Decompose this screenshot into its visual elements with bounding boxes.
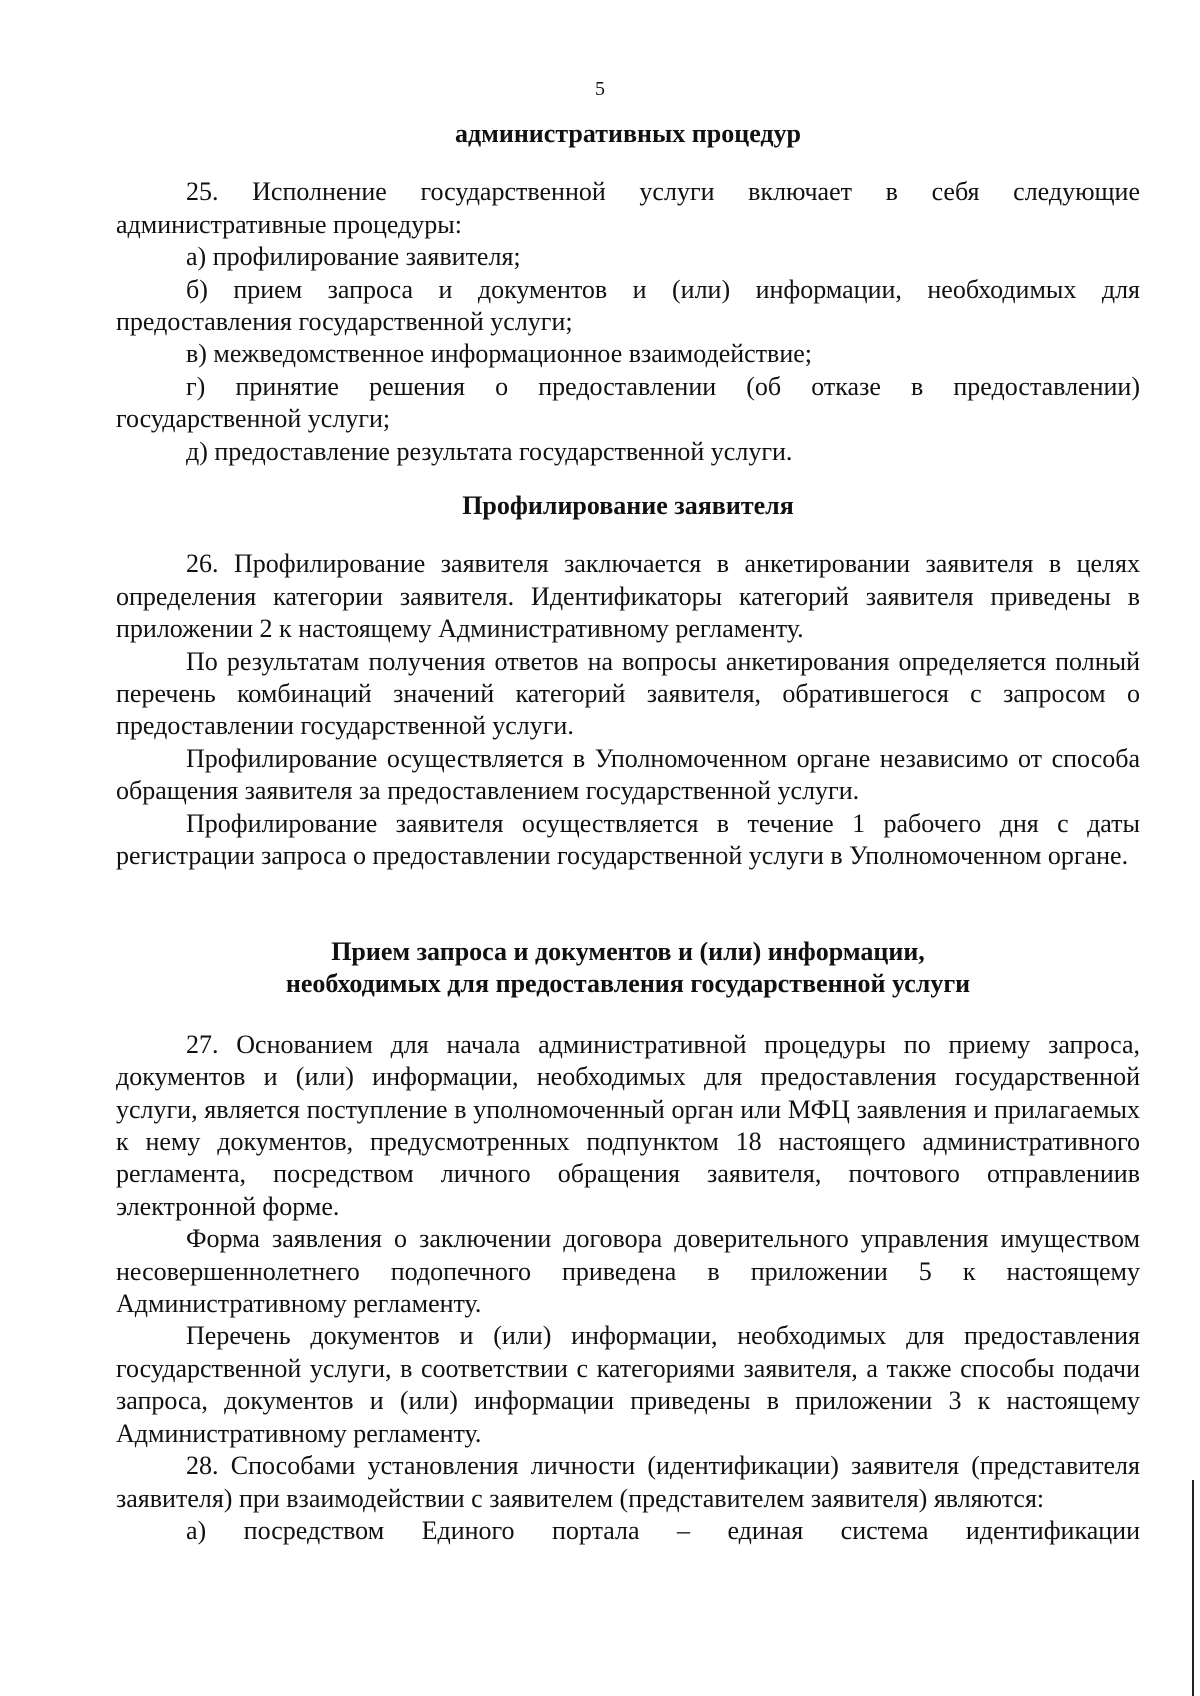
section-heading: Профилирование заявителя <box>462 491 794 520</box>
paragraph: Профилирование заявителя осуществляется в течение 1 рабочего дня с даты регистрации запроса о предоставлении государственной услуги в Уполномоченном органе. <box>116 808 1140 871</box>
list-item-a: а) посредством Единого портала – единая система идентификации <box>186 1515 1140 1545</box>
paragraph: Перечень документов и (или) информации, необходимых для предоставления государственной услуги, в соответствии с категориями заявителя, а также способы подачи запроса, документов и (или) информации приведены в приложении 3 к настоящему Административному регламенту. <box>116 1321 1140 1448</box>
list-item-d: д) предоставление результата государственной услуги. <box>186 436 793 466</box>
page-number: 5 <box>595 78 605 100</box>
paragraph-26: 26. Профилирование заявителя заключается в анкетировании заявителя в целях определения категории заявителя. Идентификаторы категорий заявителя приведены в приложении 2 к настоящему Административному регламенту. <box>116 549 1140 644</box>
list-item-v: в) межведомственное информационное взаимодействие; <box>186 339 813 369</box>
list-item-a: а) профилирование заявителя; <box>186 242 521 272</box>
section-heading: административных процедур <box>454 119 802 148</box>
scan-edge-line <box>1192 1480 1194 1696</box>
paragraph: Форма заявления о заключении договора доверительного управления имуществом несовершеннолетнего подопечного приведена в приложении 5 к настоящему Административному регламенту. <box>116 1224 1140 1319</box>
section-administrative-procedures <box>116 118 1140 468</box>
list-item-g: г) принятие решения о предоставлении (об отказе в предоставлении) государственной услуги; <box>116 371 1140 434</box>
paragraph-28: 28. Способами установления личности (идентификации) заявителя (представителя заявителя) при взаимодействии с заявителем (представителем заявителя) являются: <box>116 1451 1140 1513</box>
paragraph-27: 27. Основанием для начала административной процедуры по приему запроса, документов и (или) информации, необходимых для предоставления государственной услуги, является поступление в уполномоченный орган или МФЦ заявления и прилагаемых к нему документов, предусмотренных подпунктом 18 настоящего административного регламента, посредством личного обращения заявителя, почтового отправлениив электронной форме. <box>116 1029 1140 1221</box>
list-item-b: б) прием запроса и документов и (или) информации, необходимых для предоставления государственной услуги; <box>116 274 1140 337</box>
section-request-reception <box>116 936 1140 1547</box>
paragraph: По результатам получения ответов на вопросы анкетирования определяется полный перечень комбинаций значений категорий заявителя, обратившегося с запросом о предоставлении государственной услуги. <box>116 646 1140 741</box>
section-applicant-profiling <box>116 490 1140 872</box>
section-heading-line: Прием запроса и документов и (или) информации, <box>331 937 925 966</box>
paragraph: Профилирование осуществляется в Уполномоченном органе независимо от способа обращения заявителя за предоставлением государственной услуги. <box>116 743 1140 806</box>
section-heading-line: необходимых для предоставления государственной услуги <box>285 969 971 999</box>
paragraph-25: 25. Исполнение государственной услуги включает в себя следующие административные процедуры: <box>116 177 1140 239</box>
